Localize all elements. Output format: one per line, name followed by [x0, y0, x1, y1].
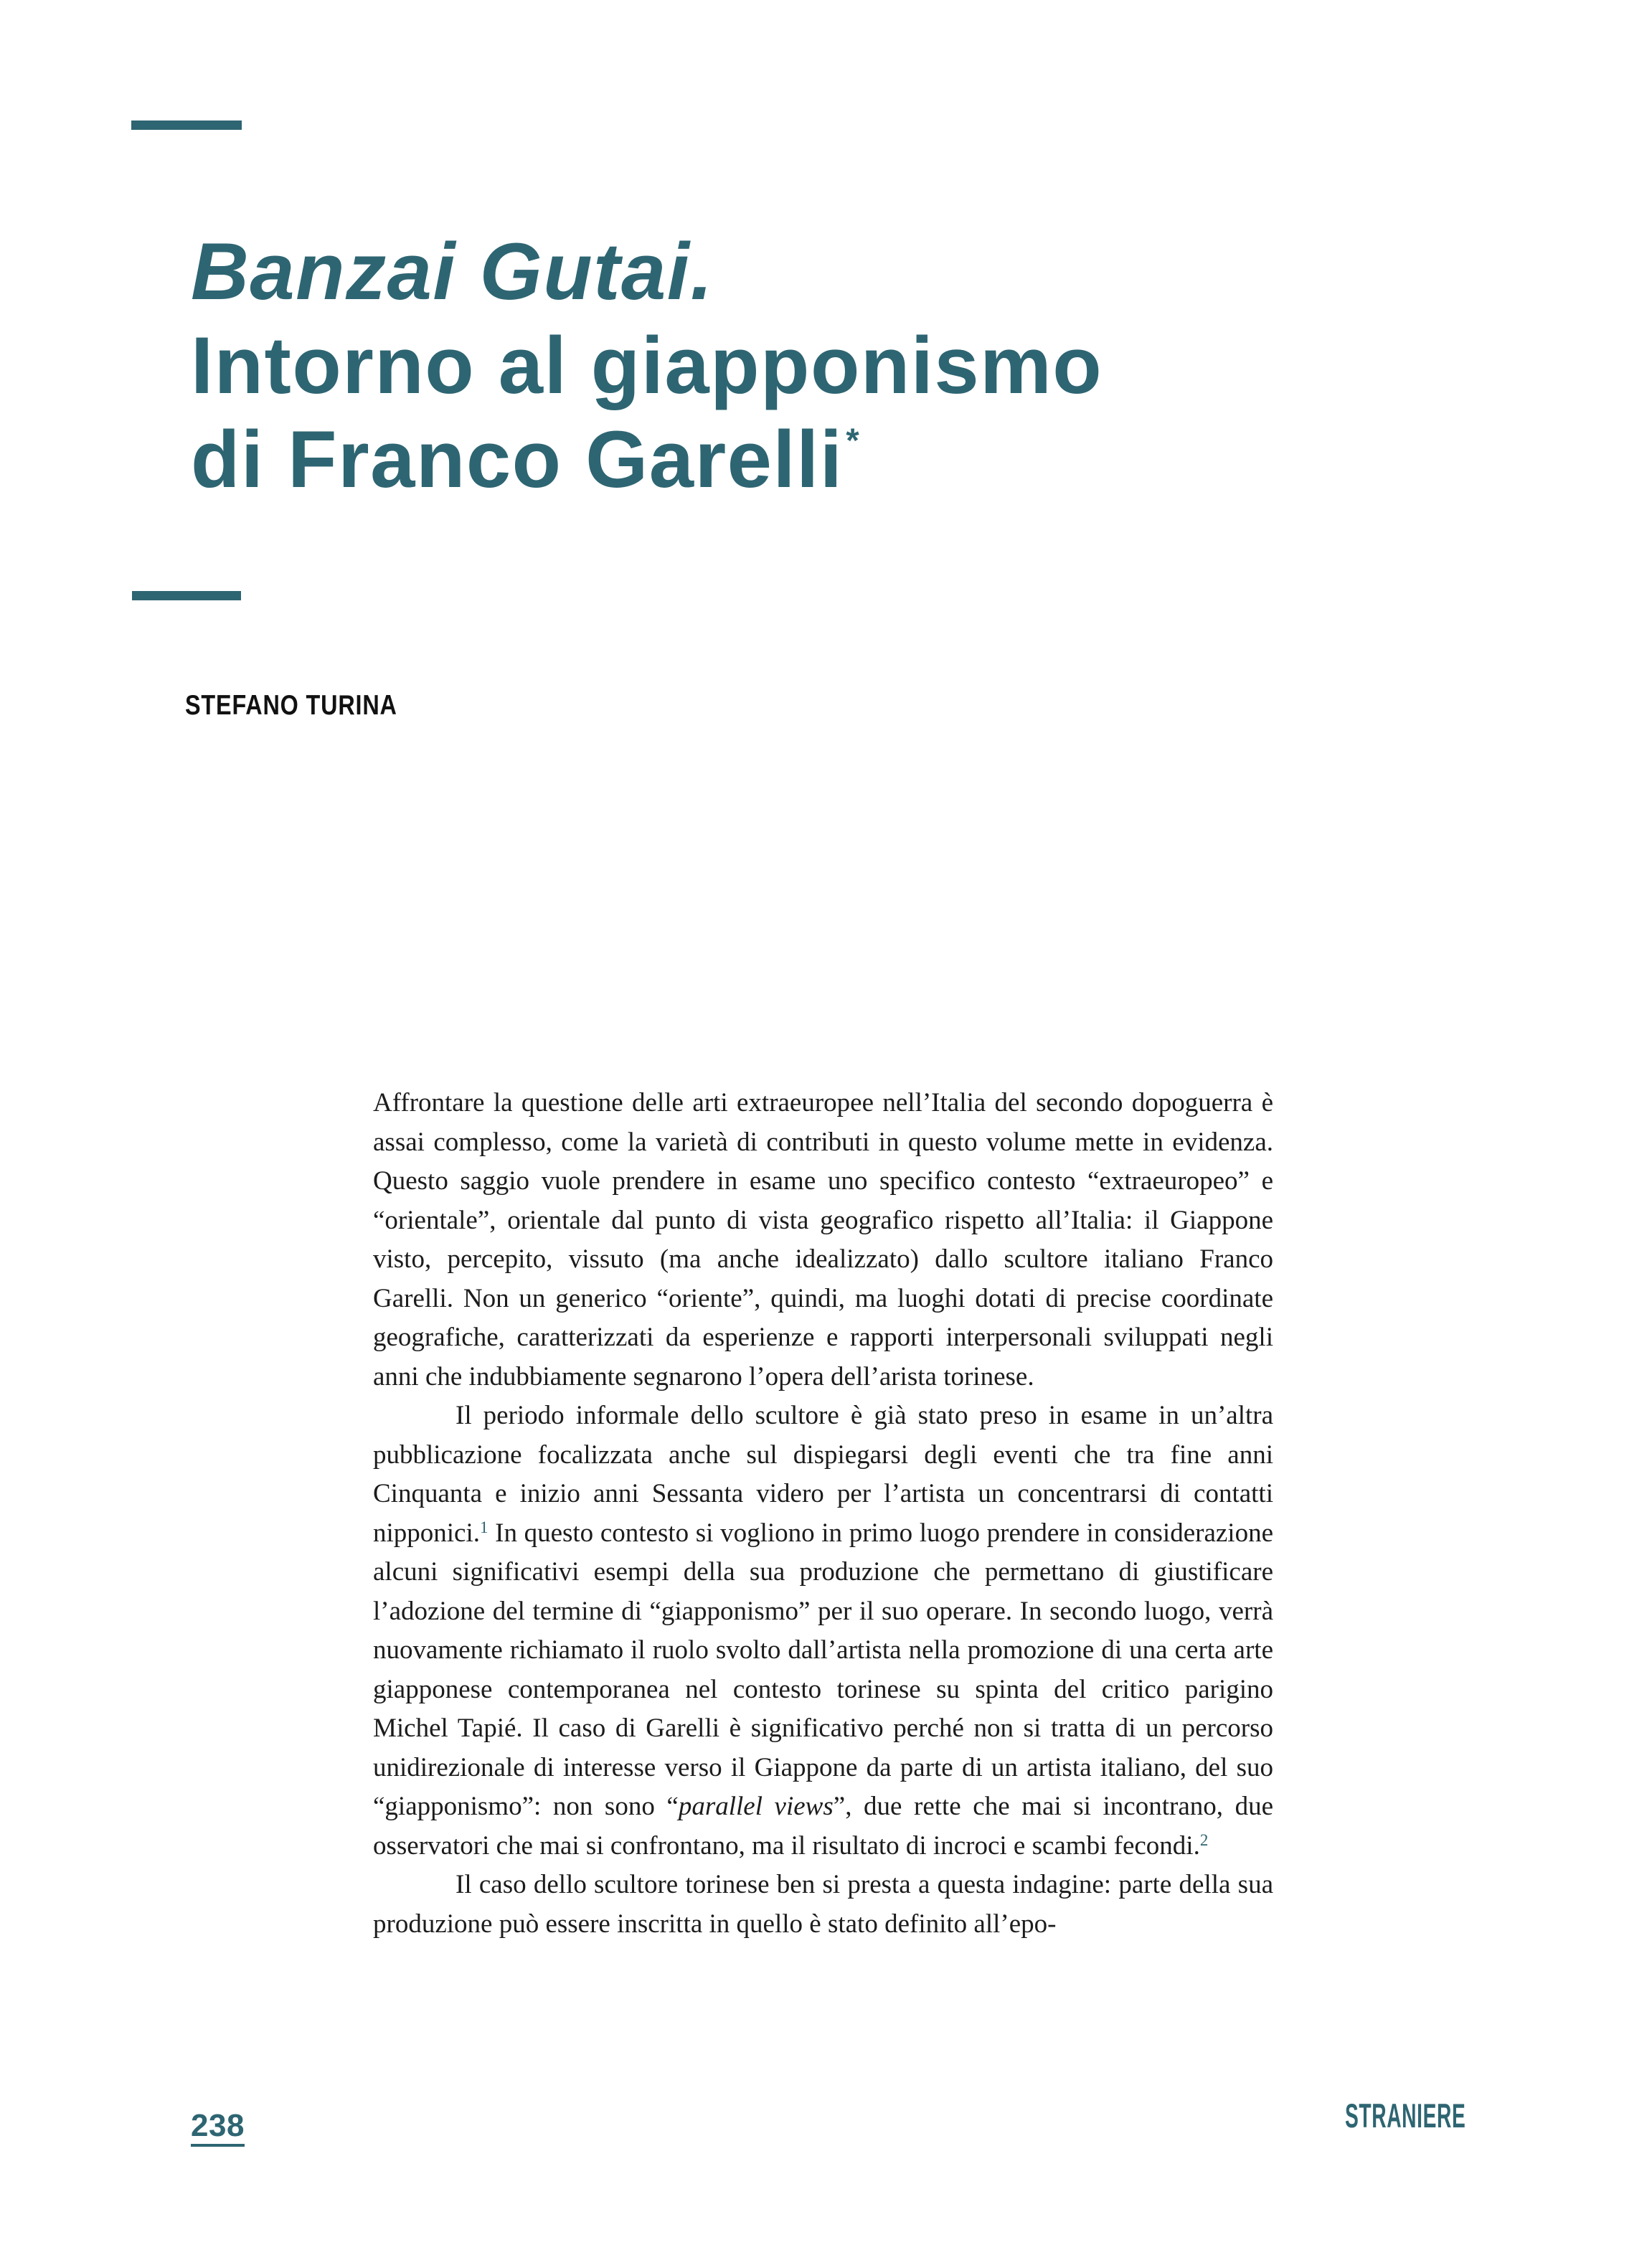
title-line-2 [191, 318, 1103, 412]
title-line-2-text: Intorno al giapponismo [191, 321, 1103, 410]
body-text-segment: ”, due rette che mai si incontrano, due osservatori che mai si confrontano, ma il risultato di incroci e scambi fecondi. [373, 1792, 1273, 1861]
body-text [373, 1084, 1273, 1944]
title-line-1-text: Banzai Gutai. [191, 227, 714, 316]
footnote-marker: 2 [1199, 1830, 1209, 1849]
title-rule-bottom [132, 591, 241, 600]
body-text-segment: Affrontare la questione delle arti extraeuropee nell’Italia del secondo dopoguerra è assai complesso, come la varietà di contributi in questo volume mette in evidenza. Questo saggio vuole prendere in esame uno specifico contesto “extraeuropeo” e “orientale”, orientale dal punto di vista geografico rispetto all’Italia: il Giappone visto, percepito, vissuto (ma anche idealizzato) dallo scultore italiano Franco Garelli. Non un generico “oriente”, quindi, ma luoghi dotati di precise coordinate geografiche, caratterizzati da esperienze e rapporti interpersonali sviluppati negli anni che indubbiamente segnarono l’opera dell’arista torinese. [373, 1088, 1273, 1391]
title-line-3-text: di Franco Garelli [191, 415, 844, 504]
title-line-1 [191, 225, 1103, 318]
footnote-marker: 1 [480, 1518, 488, 1536]
body-paragraph [373, 1396, 1273, 1866]
footnote-asterisk: * [846, 420, 859, 459]
body-text-segment: Il caso dello scultore torinese ben si presta a questa indagine: parte della sua produzione può essere inscritta in quello è stato definito all’epo- [373, 1870, 1273, 1939]
title-rule-top [131, 120, 242, 130]
journal-logo: STRANIERE [1345, 2097, 1466, 2135]
page-number: 238 [191, 2110, 245, 2147]
italic-phrase: parallel views [678, 1792, 834, 1821]
body-paragraph [373, 1084, 1273, 1396]
page-title [191, 225, 1103, 522]
body-text-segment: In questo contesto si vogliono in primo luogo prendere in considerazione alcuni significativi esempi della sua produzione che permettano di giustificare l’adozione del termine di “giapponismo” per il suo operare. In secondo luogo, verrà nuovamente richiamato il ruolo svolto dall’artista nella promozione di una certa arte giapponese contemporanea nel contesto torinese su spinta del critico parigino Michel Tapié. Il caso di Garelli è significativo perché non si tratta di un percorso unidirezionale di interesse verso il Giappone da parte di un artista italiano, del suo “giapponismo”: non sono “ [373, 1518, 1273, 1821]
title-line-3 [191, 412, 1103, 522]
body-paragraph [373, 1866, 1273, 1944]
body-text-segment: Il periodo informale dello scultore è già stato preso in esame in un’altra pubblicazione focalizzata anche sul dispiegarsi degli eventi che tra fine anni Cinquanta e inizio anni Sessanta videro per l’artista un concentrarsi di contatti nipponici. [373, 1401, 1273, 1548]
author-name: STEFANO TURINA [185, 690, 397, 721]
